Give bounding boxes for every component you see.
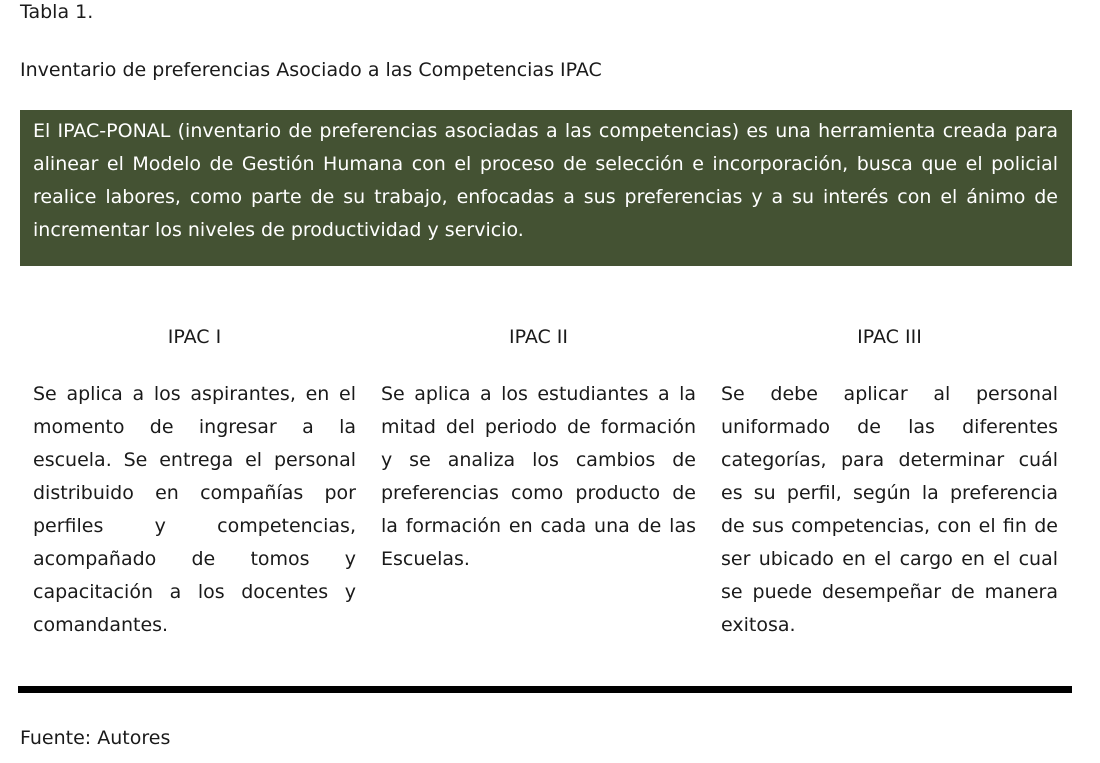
- intro-box: [20, 110, 1072, 266]
- column-text-ipac-3: Se debe aplicar al personal uniformado de las diferentes categorías, para determinar cuál es su perfil, según la preferencia de sus competencias, con el fin de ser ubicado en el cargo en el cual se puede desempeñar de manera exitosa.: [721, 383, 1058, 636]
- column-text-ipac-2: Se aplica a los estudiantes a la mitad del periodo de formación y se analiza los cambios de preferencias como producto de la formación en cada una de las Escuelas.: [381, 383, 696, 570]
- column-header-ipac-3: IPAC III: [857, 326, 922, 348]
- table-bottom-rule: [18, 686, 1072, 693]
- source-note: Fuente: Autores: [20, 727, 171, 749]
- column-text-ipac-1: Se aplica a los aspirantes, en el momento de ingresar a la escuela. Se entrega el personal distribuido en compañías por perfiles y competencias, acompañado de tomos y capacitación a los docentes y comandantes.: [33, 383, 356, 636]
- table-title: Inventario de preferencias Asociado a las Competencias IPAC: [20, 59, 602, 81]
- intro-text: El IPAC-PONAL (inventario de preferencias asociadas a las competencias) es una herramienta creada para alinear el Modelo de Gestión Humana con el proceso de selección e incorporación, busca que el policial realice labores, como parte de su trabajo, enfocadas a sus preferencias y a su interés con el ánimo de incrementar los niveles de productividad y servicio.: [33, 120, 1058, 241]
- table-label: Tabla 1.: [20, 1, 94, 23]
- column-header-ipac-1: IPAC I: [167, 326, 222, 348]
- column-header-ipac-2: IPAC II: [508, 326, 569, 348]
